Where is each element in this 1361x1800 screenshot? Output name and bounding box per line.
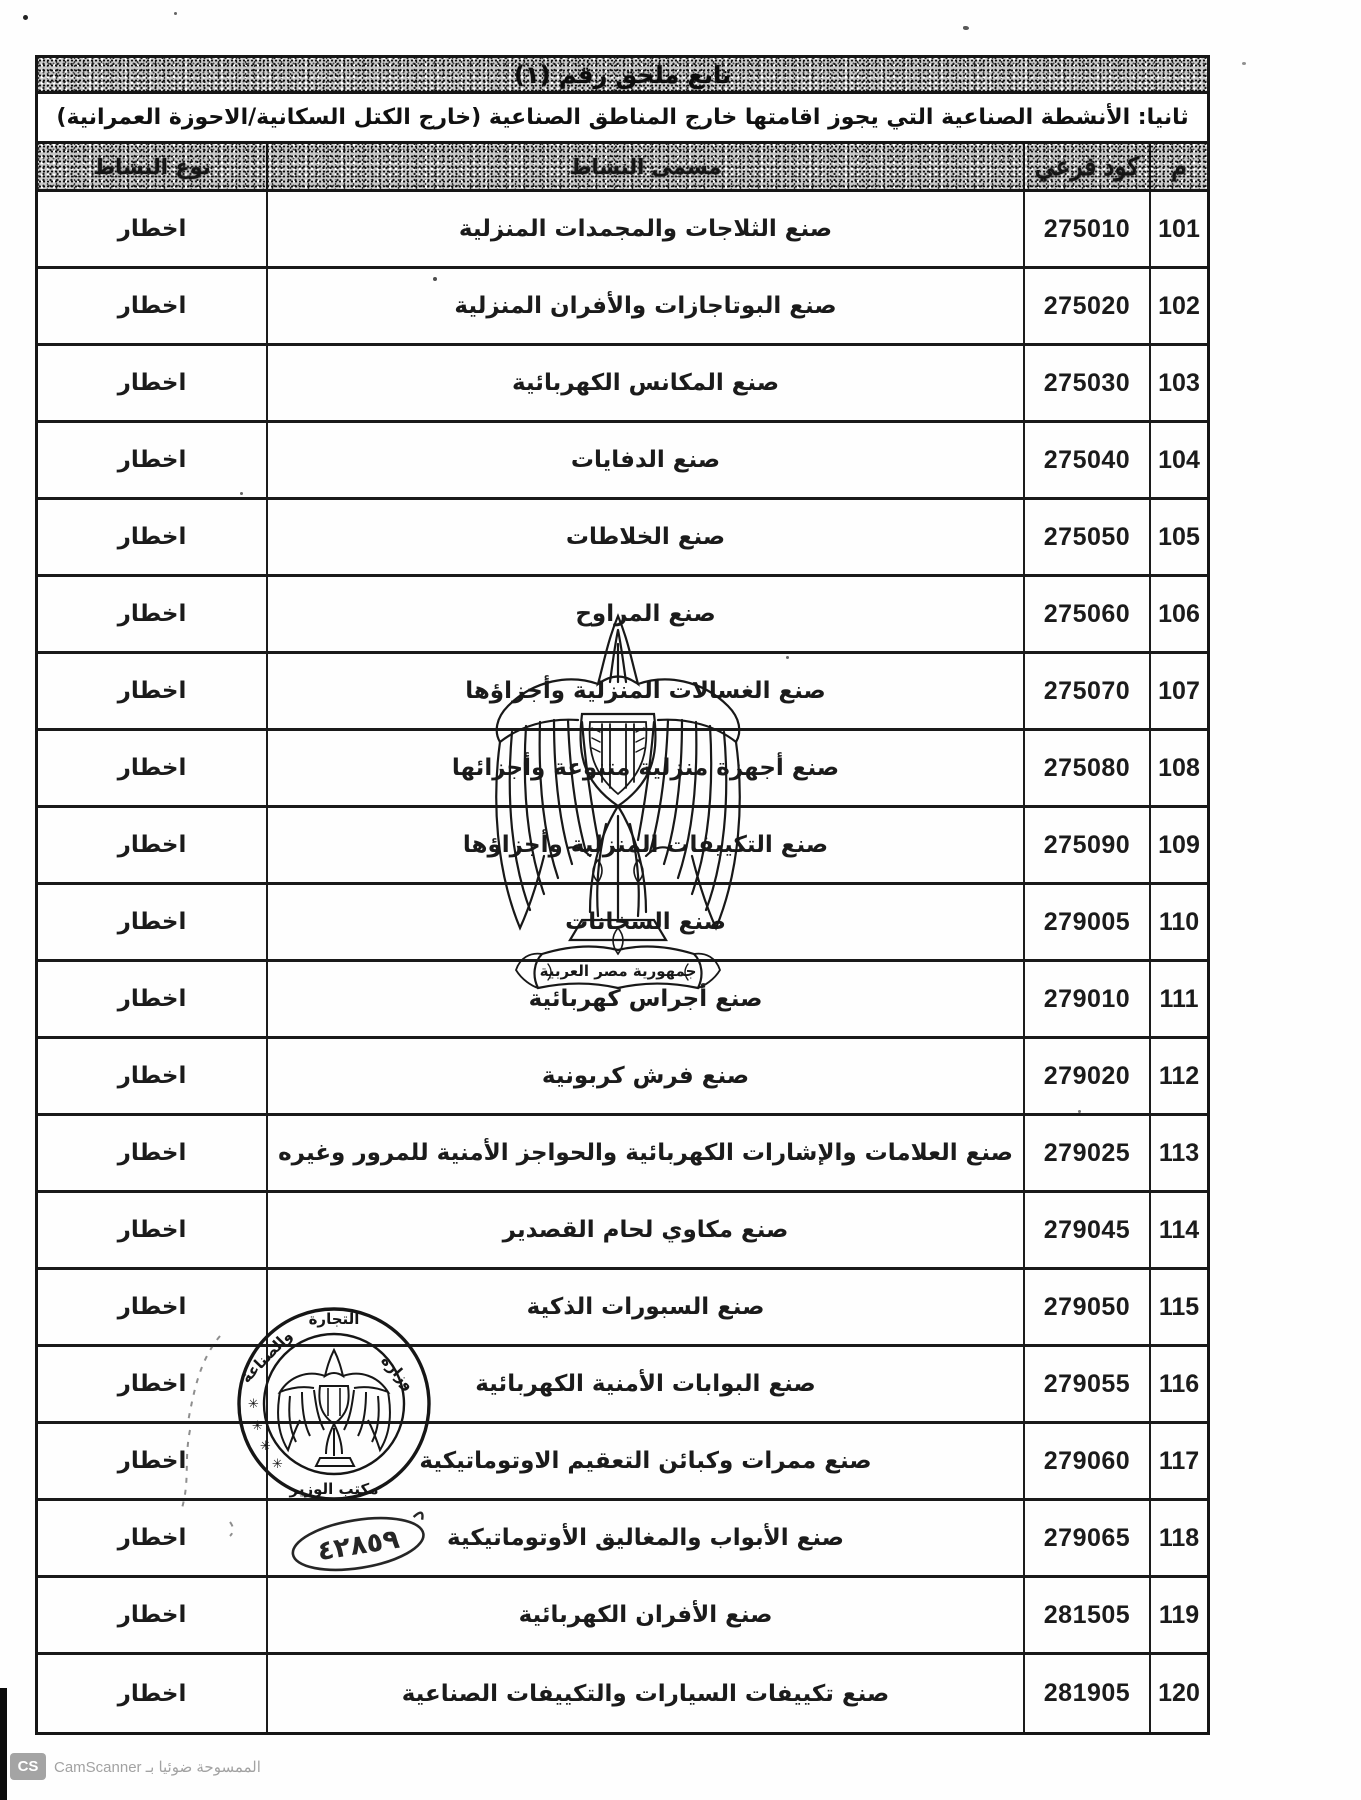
table-row [38, 654, 1207, 731]
row-activity-type: اخطار [117, 1217, 187, 1243]
stamp-star-icon: ✳ [272, 1457, 283, 1472]
row-number: 109 [1149, 808, 1207, 882]
row-number: 116 [1149, 1347, 1207, 1421]
row-subcode: 279050 [1023, 1270, 1149, 1344]
row-number: 108 [1149, 731, 1207, 805]
row-activity-type: اخطار [117, 1680, 187, 1707]
row-activity-name: صنع الأبواب والمغاليق الأوتوماتيكية [266, 1501, 1023, 1575]
row-activity-type: اخطار [117, 524, 187, 550]
table-row [38, 962, 1207, 1039]
table-row [38, 192, 1207, 269]
row-activity-type: اخطار [117, 1602, 187, 1628]
row-subcode: 275050 [1023, 500, 1149, 574]
scan-edge-artifact [0, 1688, 7, 1800]
row-number: 113 [1149, 1116, 1207, 1190]
row-number: 101 [1149, 192, 1207, 266]
stamp-ministry-word: وزارة [377, 1351, 418, 1394]
row-activity-name: صنع تكييفات السيارات والتكييفات الصناعية [266, 1655, 1023, 1732]
row-activity-type: اخطار [117, 1371, 187, 1397]
row-subcode: 279060 [1023, 1424, 1149, 1498]
row-activity-type: اخطار [117, 216, 187, 242]
row-activity-type: اخطار [117, 755, 187, 781]
stamp-star-icon: ✳ [260, 1439, 271, 1454]
row-number: 104 [1149, 423, 1207, 497]
row-activity-type: اخطار [117, 293, 187, 319]
handwritten-number-text: ٤٢٨٥٩ [315, 1523, 402, 1568]
row-number: 117 [1149, 1424, 1207, 1498]
row-activity-name: صنع مكاوي لحام القصدير [266, 1193, 1023, 1267]
row-activity-name: صنع المكانس الكهربائية [266, 346, 1023, 420]
row-activity-type: اخطار [117, 1525, 187, 1551]
row-activity-type: اخطار [117, 1140, 187, 1166]
table-row [38, 1655, 1207, 1732]
row-activity-type: اخطار [117, 1448, 187, 1474]
scan-speck [786, 656, 789, 659]
section-title: ثانيا: الأنشطة الصناعية التي يجوز اقامتها خارج المناطق الصناعية (خارج الكتل السكانية/الاحوزة العمرانية) [56, 105, 1189, 130]
header-code: كود فرعي [1023, 144, 1149, 189]
table-row [38, 423, 1207, 500]
scan-speck [23, 15, 28, 20]
row-activity-type: اخطار [117, 370, 187, 396]
row-subcode: 279025 [1023, 1116, 1149, 1190]
row-number: 107 [1149, 654, 1207, 728]
row-activity-name: صنع الأفران الكهربائية [266, 1578, 1023, 1652]
row-activity-type: اخطار [117, 1294, 187, 1320]
row-activity-type: اخطار [117, 986, 187, 1012]
row-subcode: 279045 [1023, 1193, 1149, 1267]
row-activity-name: صنع الخلاطات [266, 500, 1023, 574]
scan-speck [963, 26, 969, 30]
header-no: م [1149, 144, 1207, 189]
section-title-row [38, 94, 1207, 144]
table-row [38, 269, 1207, 346]
row-number: 115 [1149, 1270, 1207, 1344]
header-type: نوع النشاط [93, 154, 211, 179]
camscanner-logo-icon: CS [10, 1753, 46, 1780]
annex-banner-text: تابع ملحق رقم (١) [513, 60, 732, 89]
annex-banner [38, 58, 1207, 94]
activities-table [35, 55, 1210, 1735]
row-subcode: 279020 [1023, 1039, 1149, 1113]
table-header-row [38, 144, 1207, 192]
row-activity-name: صنع الثلاجات والمجمدات المنزلية [266, 192, 1023, 266]
row-activity-name: صنع المراوح [266, 577, 1023, 651]
row-activity-name: صنع أجراس كهربائية [266, 962, 1023, 1036]
row-activity-name: صنع السخانات [266, 885, 1023, 959]
table-row [38, 346, 1207, 423]
row-activity-type: اخطار [117, 832, 187, 858]
row-subcode: 275020 [1023, 269, 1149, 343]
scan-speck [240, 492, 243, 495]
table-row [38, 1424, 1207, 1501]
row-activity-name: صنع التكييفات المنزلية وأجزاؤها [266, 808, 1023, 882]
row-activity-name: صنع فرش كربونية [266, 1039, 1023, 1113]
row-activity-type: اخطار [117, 447, 187, 473]
row-subcode: 281505 [1023, 1578, 1149, 1652]
row-subcode: 275090 [1023, 808, 1149, 882]
row-activity-type: اخطار [117, 1063, 187, 1089]
row-activity-name: صنع ممرات وكبائن التعقيم الاوتوماتيكية [266, 1424, 1023, 1498]
row-number: 119 [1149, 1578, 1207, 1652]
header-name: مسمى النشاط [266, 144, 1023, 189]
row-activity-type: اخطار [117, 601, 187, 627]
row-subcode: 275060 [1023, 577, 1149, 651]
row-number: 118 [1149, 1501, 1207, 1575]
table-row [38, 500, 1207, 577]
scan-speck [433, 277, 437, 281]
table-row [38, 885, 1207, 962]
scan-speck [1078, 1110, 1081, 1113]
row-subcode: 275070 [1023, 654, 1149, 728]
row-subcode: 275080 [1023, 731, 1149, 805]
table-row [38, 1039, 1207, 1116]
scan-speck [1242, 62, 1246, 65]
row-activity-name: صنع أجهزة منزلية متنوعة وأجزائها [266, 731, 1023, 805]
table-row [38, 1501, 1207, 1578]
table-row [38, 1193, 1207, 1270]
row-subcode: 281905 [1023, 1655, 1149, 1732]
camscanner-caption: الممسوحة ضوئيا بـ CamScanner [54, 1758, 261, 1776]
row-activity-name: صنع الدفايات [266, 423, 1023, 497]
row-activity-name: صنع السبورات الذكية [266, 1270, 1023, 1344]
stamp-star-icon: ✳ [252, 1419, 263, 1434]
table-row [38, 1578, 1207, 1655]
row-number: 105 [1149, 500, 1207, 574]
row-number: 111 [1149, 962, 1207, 1036]
row-activity-name: صنع العلامات والإشارات الكهربائية والحواجز الأمنية للمرور وغيره [266, 1116, 1023, 1190]
eagle-banner-text: جمهورية مصر العربية [539, 962, 697, 980]
stamp-ministry-word: التجارة [308, 1310, 360, 1328]
table-body [38, 192, 1207, 1732]
stamp-star-icon: ✳ [248, 1397, 259, 1412]
row-subcode: 275010 [1023, 192, 1149, 266]
row-subcode: 275030 [1023, 346, 1149, 420]
row-subcode: 275040 [1023, 423, 1149, 497]
row-activity-name: صنع الغسالات المنزلية وأجزاؤها [266, 654, 1023, 728]
scan-speck [174, 12, 177, 15]
table-row [38, 1347, 1207, 1424]
row-activity-name: صنع البوتاجازات والأفران المنزلية [266, 269, 1023, 343]
camscanner-footer [10, 1753, 261, 1780]
stamp-ministry-word: والصناعة [237, 1326, 296, 1387]
row-subcode: 279005 [1023, 885, 1149, 959]
row-number: 106 [1149, 577, 1207, 651]
row-number: 102 [1149, 269, 1207, 343]
table-row [38, 1116, 1207, 1193]
table-row [38, 1270, 1207, 1347]
table-row [38, 577, 1207, 654]
row-number: 110 [1149, 885, 1207, 959]
stamp-office-text: مكتب الوزير [289, 1480, 379, 1498]
row-subcode: 279065 [1023, 1501, 1149, 1575]
table-row [38, 808, 1207, 885]
row-subcode: 279010 [1023, 962, 1149, 1036]
row-number: 112 [1149, 1039, 1207, 1113]
table-row [38, 731, 1207, 808]
row-number: 103 [1149, 346, 1207, 420]
row-number: 120 [1149, 1655, 1207, 1732]
row-activity-name: صنع البوابات الأمنية الكهربائية [266, 1347, 1023, 1421]
row-activity-type: اخطار [117, 678, 187, 704]
row-number: 114 [1149, 1193, 1207, 1267]
row-activity-type: اخطار [117, 909, 187, 935]
row-subcode: 279055 [1023, 1347, 1149, 1421]
